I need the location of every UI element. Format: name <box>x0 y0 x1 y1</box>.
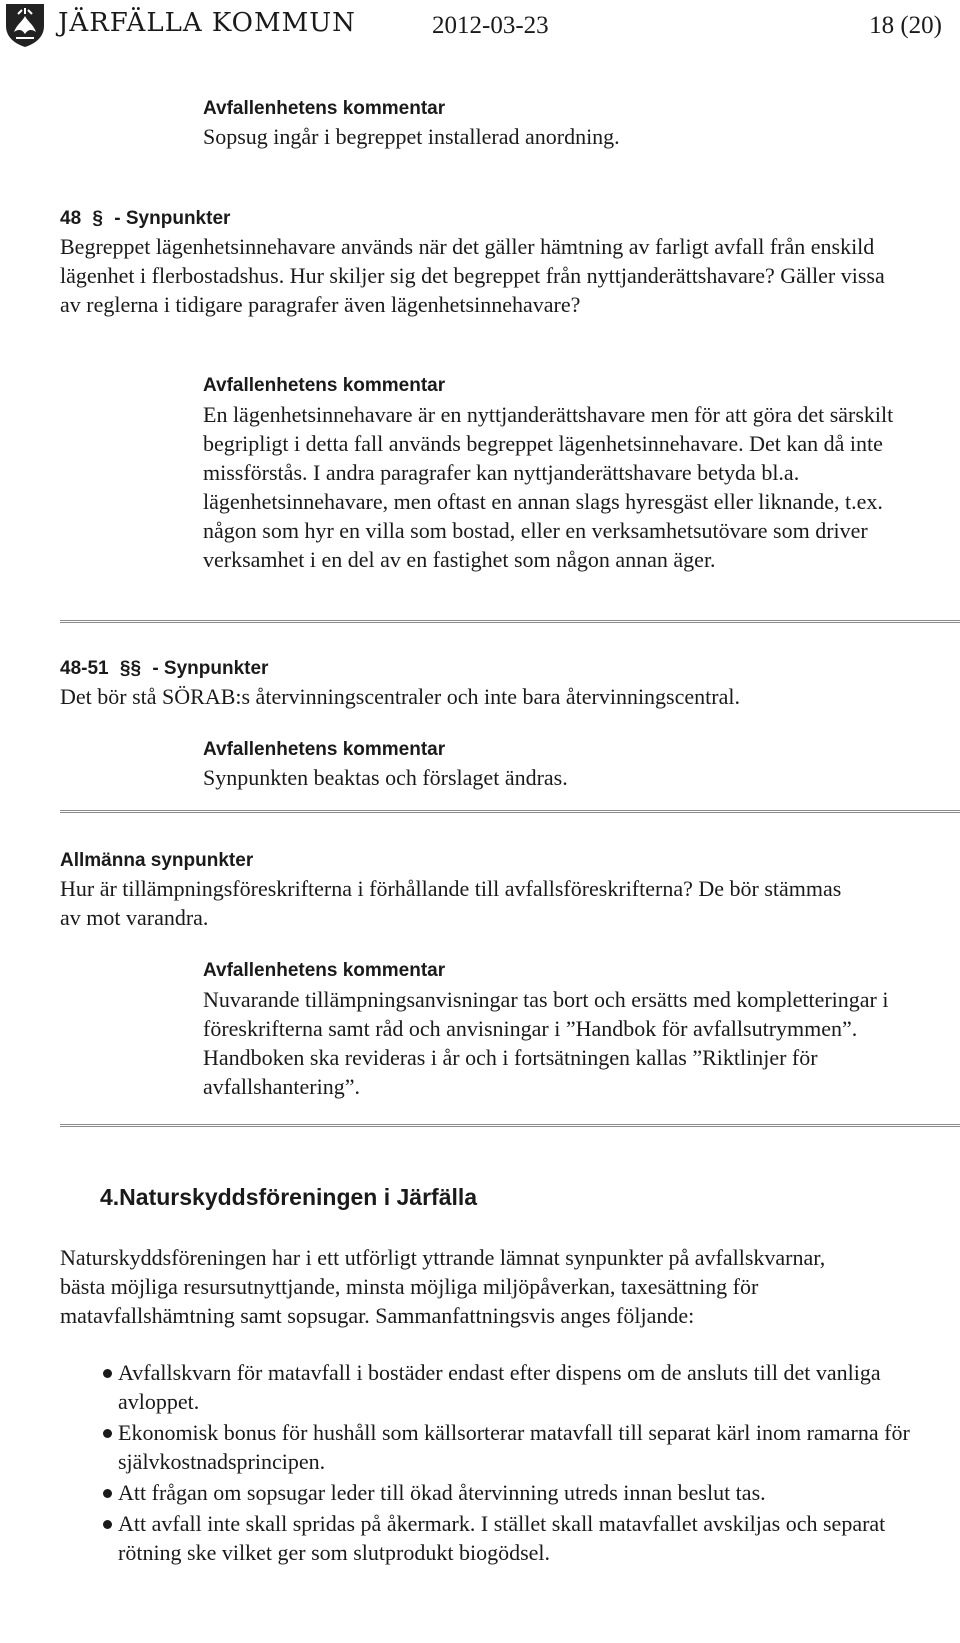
document-date: 2012-03-23 <box>432 12 549 39</box>
section-title: 4.Naturskyddsföreningen i Järfälla <box>100 1184 478 1210</box>
section-text: Det bör stå SÖRAB:s återvinningscentraler och inte bara återvinningscentral. <box>60 684 740 709</box>
section-sign: § <box>130 658 142 679</box>
bullet-icon <box>103 1489 112 1498</box>
section-number: 48 <box>60 208 82 229</box>
comment-heading: Avfallenhetens kommentar <box>203 98 446 119</box>
comment-text: Nuvarande tillämpningsanvisningar tas bort och ersätts med kompletteringar i föreskrifterna samt råd och anvisningar i ”Handbok för avfallsutrymmen”. Handboken ska revideras i år och i fortsätningen kallas ”Riktlinjer för avfallshantering”. <box>203 987 889 1099</box>
bullet-icon <box>103 1520 112 1529</box>
municipality-crest-icon <box>4 2 46 48</box>
page-number: 18 (20) <box>869 12 942 39</box>
section-divider <box>60 620 960 623</box>
bullet-icon <box>103 1429 112 1438</box>
list-item: Att frågan om sopsugar leder till ökad återvinning utreds innan beslut tas. <box>60 1478 940 1507</box>
section-label: - Synpunkter <box>114 208 231 229</box>
comment-heading: Avfallenhetens kommentar <box>203 375 446 396</box>
organization-name: JÄRFÄLLA KOMMUN <box>58 8 356 38</box>
section-sign: § <box>119 658 131 679</box>
bullet-icon <box>103 1369 112 1378</box>
general-comments-text: Hur är tillämpningsföreskrifterna i förhållande till avfallsföreskrifterna? De bör stämmas av mot varandra. <box>60 876 842 930</box>
comment-text: En lägenhetsinnehavare är en nyttjanderättshavare men för att göra det särskilt begripligt i detta fall används begreppet lägenhetsinnehavare. Det kan då inte missförstås. I andra paragrafer kan nyttjanderättshavare betyda bl.a. lägenhetsinnehavare, men oftast en annan slags hyresgäst eller liknande, t.ex. någon som hyr en villa som bostad, eller en verksamhetsutövare som driver verksamhet i en del av en fastighet som någon annan äger. <box>203 402 894 572</box>
section-intro: Naturskyddsföreningen har i ett utförligt yttrande lämnat synpunkter på avfallskvarnar, bästa möjliga resursutnyttjande, minsta möjliga miljöpåverkan, taxesättning för matavfallshämtning samt sopsugar. Sammanfattningsvis anges följande: <box>60 1245 826 1328</box>
comment-text: Sopsug ingår i begreppet installerad anordning. <box>203 124 620 149</box>
section-label: - Synpunkter <box>152 658 269 679</box>
comment-heading: Avfallenhetens kommentar <box>203 960 446 981</box>
list-item: Att avfall inte skall spridas på åkermark. I stället skall matavfallet avskiljas och separat rötning ske vilket ger som slutprodukt biogödsel. <box>60 1509 940 1567</box>
comment-heading: Avfallenhetens kommentar <box>203 739 446 760</box>
list-item: Ekonomisk bonus för hushåll som källsorterar matavfall till separat kärl inom ramarna för självkostnadsprincipen. <box>60 1418 940 1476</box>
page-header <box>0 0 960 60</box>
section-heading-48-51 <box>60 656 940 682</box>
section-number: 48-51 <box>60 658 109 679</box>
comment-text: Synpunkten beaktas och förslaget ändras. <box>203 765 568 790</box>
section-heading-48 <box>60 206 940 232</box>
section-text: Begreppet lägenhetsinnehavare används när det gäller hämtning av farligt avfall från enskild lägenhet i flerbostadshus. Hur skiljer sig det begreppet från nyttjanderättshavare? Gäller vissa av reglerna i tidigare paragrafer även lägenhetsinnehavare? <box>60 234 885 317</box>
bullet-list <box>60 1358 940 1569</box>
section-sign: § <box>92 208 103 229</box>
list-item: Avfallskvarn för matavfall i bostäder endast efter dispens om de ansluts till det vanliga avloppet. <box>60 1358 940 1416</box>
general-comments-heading: Allmänna synpunkter <box>60 850 254 871</box>
section-divider <box>60 810 960 813</box>
section-divider <box>60 1124 960 1127</box>
